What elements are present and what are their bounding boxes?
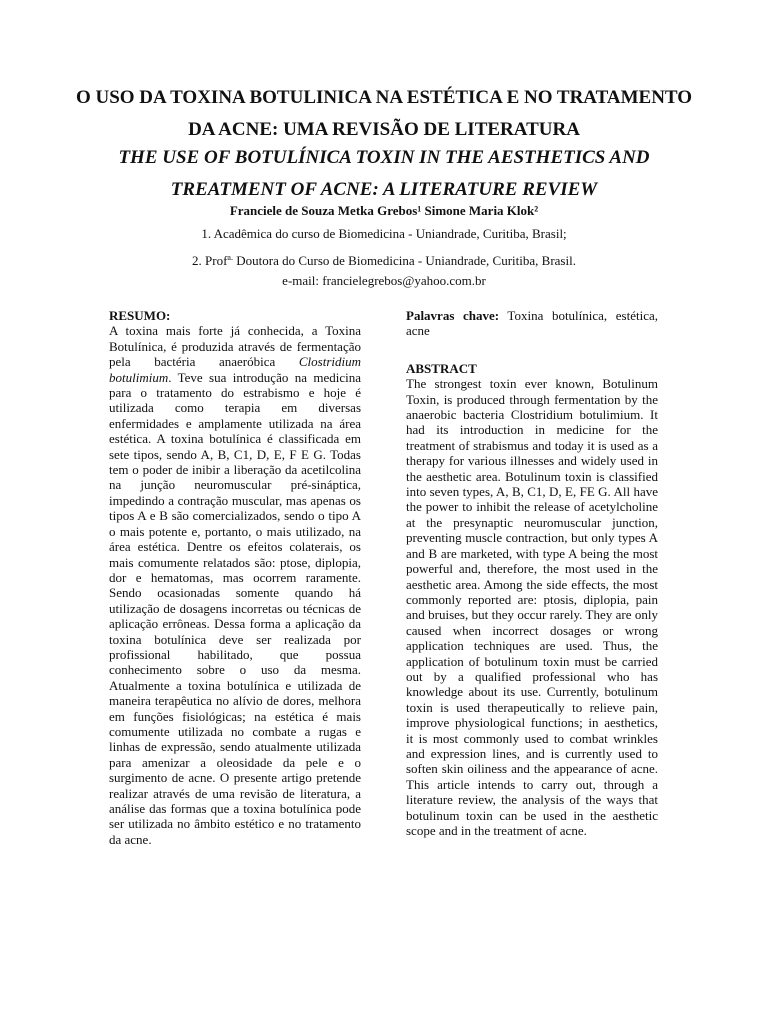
abstract-heading: ABSTRACT [406,360,477,376]
resumo-column [109,308,361,847]
keywords-text: Toxina botulínica, estética, acne [406,308,658,339]
title-portuguese: O USO DA TOXINA BOTULINICA NA ESTÉTICA E NO TRATAMENTO DA ACNE: UMA REVISÃO DE LITERATURA [75,87,693,140]
affiliation-2-sup: a. [227,253,233,262]
abstract-text: The strongest toxin ever known, Botulinum Toxin, is produced through fermentation by the anaerobic bacteria Clostridium botulimium. It had its introduction in medicine for the treatment of strabismus and today it is used as a therapy for various illnesses and widely used in the aesthetic area. Botulinum toxin is classified into seven types, A, B, C1, D, E, FE G. All have the power to inhibit the release of acetylcholine at the presynaptic neuromuscular junction, preventing muscle contraction, but only types A and B are marketed, with type A being the most powerful and, therefore, the most used in the aesthetic area. Among the side effects, the most commonly reported are: ptosis, diplopia, pain and bruises, but they occur rarely. They are only caused when incorrect dosages or wrong application techniques are used. Thus, the application of botulinum toxin must be carried out by a qualified professional who has knowledge about its use. Currently, botulinum toxin is used therapeutically to relieve pain, improve physiological functions; in aesthetics, it is most commonly used to combat wrinkles and expression lines, and is currently used to soften skin oiliness and the appearance of acne. This article intends to carry out, through a literature review, the analysis of the ways that botulinum toxin can be used in the aesthetic scope and in the treatment of acne. [406,376,658,838]
resumo-heading: RESUMO: [109,308,171,323]
keywords-label: Palavras chave: [406,308,500,323]
affiliation-1: 1. Acadêmica do curso de Biomedicina - Uniandrade, Curitiba, Brasil; [201,226,567,241]
resumo-text [109,323,361,847]
affiliation-2 [60,250,708,269]
keywords [406,308,658,339]
abstract-column [406,308,658,838]
email: e-mail: francielegrebos@yahoo.com.br [282,273,486,288]
resumo-species-name: Clostridium botulimium [109,354,361,385]
authors: Franciele de Souza Metka Grebos¹ Simone Maria Klok² [229,203,539,218]
resumo-text-part1: A toxina mais forte já conhecida, a Toxina Botulínica, é produzida através de fermentação pela bactéria anaeróbica [109,323,361,370]
title-english: THE USE OF BOTULÍNICA TOXIN IN THE AESTHETICS AND TREATMENT OF ACNE: A LITERATURE REVIEW [118,147,650,200]
affiliation-2-rest: Doutora do Curso de Biomedicina - Uniandrade, Curitiba, Brasil. [232,253,576,268]
affiliation-2-prefix: 2. Prof [192,253,228,268]
resumo-text-part2: . Teve sua introdução na medicina para o tratamento do estrabismo e hoje é utilizada como terapia em diversas enfermidades e amplamente utilizada na área estética. A toxina botulínica é classificada em sete tipos, sendo A, B, C1, D, E, F E G. Todas tem o poder de inibir a liberação da acetilcolina na junção neuromuscular pré-sináptica, impedindo a contração muscular, mas apenas os tipos A e B são comercializados, sendo o tipo A o mais potente e, portanto, o mais utilizado, na área estética. Dentre os efeitos colaterais, os mais comumente relatados são: ptose, diplopia, dor e hematomas, mas ocorrem raramente. Sendo ocasionadas somente quando há utilização de dosagens incorretas ou técnicas de aplicação errôneas. Dessa forma a aplicação da toxina botulínica deve ser realizada por profissional habilitado, que possua conhecimento sobre o uso da mesma. Atualmente a toxina botulínica e utilizada de maneira terapêutica no alívio de dores, melhora em funções fisiológicas; na estética é mais comumente utilizada no combate a rugas e linhas de expressão, sendo atualmente utilizada para amenizar a oleosidade da pele e o surgimento de acne. O presente artigo pretende realizar através de uma revisão de literatura, a análise das formas que a toxina botulínica pode ser utilizada no âmbito estético e no tratamento da acne. [109,369,361,847]
